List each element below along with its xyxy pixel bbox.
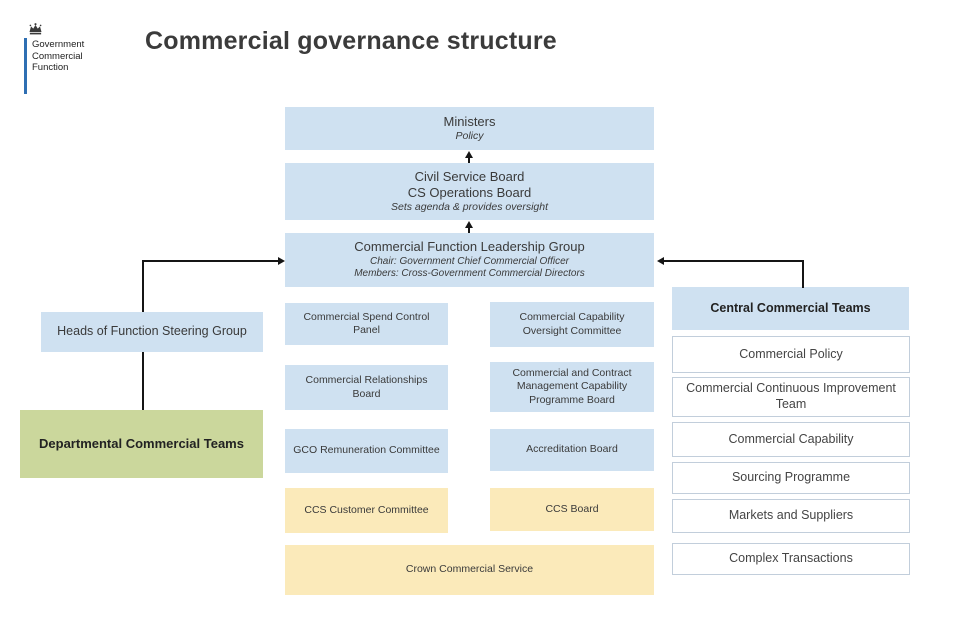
box-commercial-policy [672,336,910,373]
box-commercial-capability-oversight-committee [490,302,654,347]
gcf-logo [24,22,134,94]
box-civil-service-board [285,163,654,220]
box-commercial-function-leadership-group [285,233,654,287]
box-title: Crown Commercial Service [405,563,534,576]
box-title: Commercial Policy [739,346,843,361]
box-commercial-continuous-improvement-team [672,377,910,417]
box-title: Commercial Relationships Board [305,374,428,400]
box-title: Commercial Capability Oversight Committee [519,311,625,337]
box-title: Commercial Capability [728,431,854,446]
arrow-left-icon [657,257,664,265]
connector-line [142,352,144,410]
logo-org-name [24,38,134,94]
arrow-right-icon [278,257,285,265]
box-complex-transactions [672,543,910,575]
box-accreditation-board [490,429,654,471]
logo-line: Function [32,62,69,74]
box-title: Departmental Commercial Teams [39,435,244,451]
connector-line [468,227,470,233]
box-title: CS Operations Board [407,184,532,200]
box-title: CCS Board [545,502,599,515]
box-central-commercial-teams [672,287,909,330]
box-title: Heads of Function Steering Group [57,324,247,339]
box-subtitle: Policy [455,130,484,143]
box-title: Commercial Function Leadership Group [354,239,585,255]
box-ccs-board [490,488,654,531]
box-ministers [285,107,654,150]
box-title: Commercial Spend Control Panel [303,310,430,336]
connector-line [664,260,803,262]
box-title: Accreditation Board [526,443,618,456]
box-markets-and-suppliers [672,499,910,533]
box-ccs-customer-committee [285,488,448,533]
connector-line [142,260,144,312]
box-title: Commercial and Contract Management Capability Programme Board [512,367,632,406]
box-sourcing-programme [672,462,910,494]
crown-icon [28,22,43,36]
box-title: Commercial Continuous Improvement Team [686,381,896,411]
box-departmental-commercial-teams [20,410,263,478]
box-commercial-contract-management-capability-programme-board [490,362,654,412]
box-crown-commercial-service [285,545,654,595]
connector-line [142,260,280,262]
box-commercial-capability [672,422,910,457]
connector-line [468,157,470,163]
box-chair: Chair: Government Chief Commercial Officer [370,255,569,267]
page-title: Commercial governance structure [145,27,557,55]
connector-line [802,260,804,288]
box-gco-remuneration-committee [285,429,448,473]
box-title: CCS Customer Committee [304,503,429,516]
box-title: GCO Remuneration Committee [293,444,440,457]
box-title: Civil Service Board [414,168,525,184]
logo-line: Government [32,39,85,50]
box-title: Markets and Suppliers [728,508,854,523]
box-title: Central Commercial Teams [710,300,871,315]
box-commercial-relationships-board [285,365,448,410]
box-commercial-spend-control-panel [285,303,448,345]
box-title: Complex Transactions [729,551,853,566]
box-subtitle: Sets agenda & provides oversight [390,201,548,214]
box-heads-of-function-steering-group [41,312,263,352]
box-members: Members: Cross-Government Commercial Directors [354,268,585,280]
logo-line: Commercial [32,50,83,62]
box-title: Ministers [443,113,496,129]
box-title: Sourcing Programme [731,470,851,485]
